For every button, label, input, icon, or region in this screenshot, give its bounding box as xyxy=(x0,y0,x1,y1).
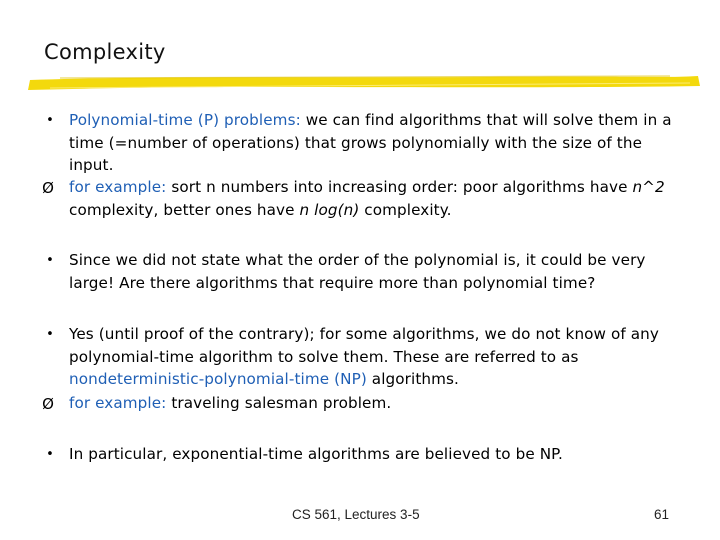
sub-item-formula: n^2 xyxy=(632,178,665,196)
sub-item-text: sort n numbers into increasing order: poor algorithms have xyxy=(166,178,633,196)
arrow-marker: Ø xyxy=(42,395,54,413)
slide-title: Complexity xyxy=(44,40,166,64)
sub-item-text: traveling salesman problem. xyxy=(166,394,392,412)
bullet-marker: • xyxy=(46,113,54,128)
bullet-text: Since we did not state what the order of the polynomial is, it could be very large! Are there algorithms that require more than polynomial time? xyxy=(69,251,646,292)
bullet-lead: nondeterministic-polynomial-time (NP) xyxy=(69,370,367,388)
page-number: 61 xyxy=(654,507,670,522)
sub-item-text: complexity. xyxy=(359,200,452,219)
bullet-marker: • xyxy=(46,447,54,462)
sub-item-formula: n log(n) xyxy=(299,200,360,219)
sub-item-lead: for example: xyxy=(69,394,167,412)
bullet-text: we can find algorithms that will solve them in a time (=number of operations) that grows polynomially with the size of the input. xyxy=(69,111,672,174)
bullet-marker: • xyxy=(46,327,54,342)
title-underline-highlight xyxy=(20,70,720,100)
bullet-lead: Polynomial-time (P) problems: xyxy=(69,111,301,129)
sub-item-lead: for example: xyxy=(69,178,167,196)
bullet-text: Yes (until proof of the contrary); for some algorithms, we do not know of any polynomial-time algorithm to solve them. These are referred to as xyxy=(69,325,659,366)
bullet-marker: • xyxy=(46,253,54,268)
sub-item-text: complexity, better ones have xyxy=(69,200,300,219)
slide-footer: CS 561, Lectures 3-5 xyxy=(292,507,420,522)
arrow-marker: Ø xyxy=(42,179,54,197)
bullet-text: algorithms. xyxy=(366,370,459,388)
bullet-text: In particular, exponential-time algorithms are believed to be NP. xyxy=(69,445,563,463)
